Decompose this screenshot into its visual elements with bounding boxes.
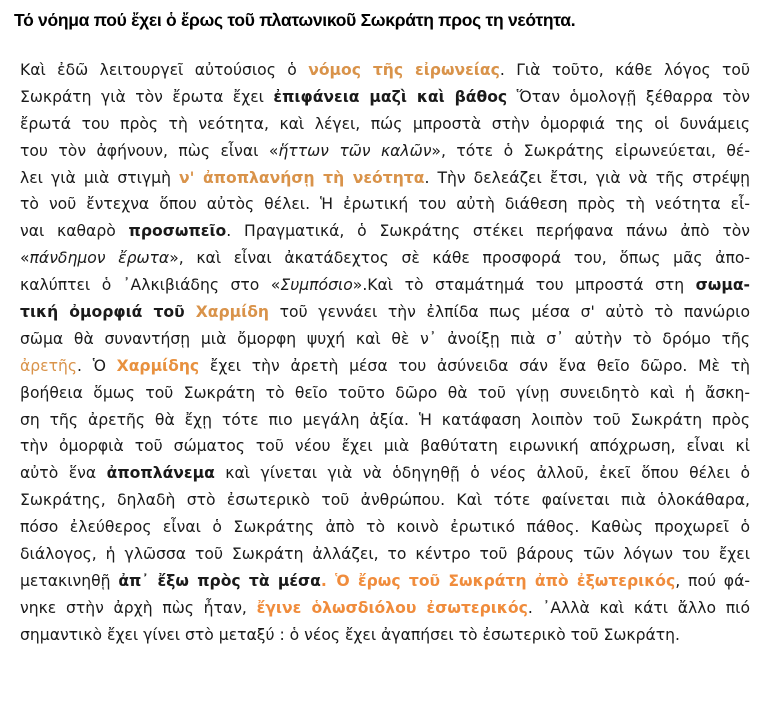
text-run: . Γιὰ τοῦτο, κάθε λόγος τοῦ <box>499 61 750 79</box>
text-line <box>20 138 750 165</box>
text-line <box>20 460 750 487</box>
text-line <box>20 57 750 84</box>
text-line <box>20 407 750 434</box>
text-run: ση τῆς ἀρετῆς θὰ ἔχῃ τότε πιο μεγάλη ἀξία. Ἡ κατάφαση λοιπὸν τοῦ Σωκράτη πρὸς <box>20 410 750 429</box>
text-run: τοῦ γεννάει τὴν ἐλπίδα πως μέσα σ' αὐτὸ τὸ πανώριο <box>269 303 750 322</box>
text-run: αὐτὸ ἕνα <box>20 464 107 483</box>
text-run: Καὶ ἐδῶ λειτουργεῖ αὐτούσιος ὁ <box>20 61 309 79</box>
text-run: , πού φά- <box>675 571 750 590</box>
orange-highlight: Χαρμίδη <box>195 303 270 322</box>
text-line <box>20 165 750 192</box>
bold-emphasis: προσωπεῖο <box>128 222 227 241</box>
text-line <box>20 541 750 568</box>
text-run: μετακινηθῇ <box>20 571 119 590</box>
text-run: Ὅταν ὁμολογῇ ξέθαρρα τὸν <box>507 87 750 106</box>
document-title: Τό νόημα πού ἔχει ὁ ἔρως τοῦ πλατωνικοῦ Σωκράτη προς τη νεότητα. <box>14 10 576 30</box>
text-run: βοήθεια ὅμως τοῦ Σωκράτη τὸ θεῖο τοῦτο δῶρο θὰ τοῦ γίνῃ συνειδητὸ καὶ ἡ ἄσκη- <box>20 383 750 402</box>
italic-quote: πάνδημον ἔρωτα <box>29 249 170 268</box>
italic-quote: Συμπόσιο <box>280 276 353 295</box>
orange-highlight: νόμος τῆς εἰρωνείας <box>308 61 500 79</box>
bold-emphasis: τική ὀμορφιά τοῦ <box>20 303 196 322</box>
text-line <box>20 595 750 622</box>
text-line <box>20 326 750 353</box>
text-run: », τότε ὁ Σωκράτης εἰρωνεύεται, θέ- <box>431 141 750 160</box>
orange-highlight: . Ὁ ἔρως τοῦ Σωκράτη ἀπὸ ἐξωτερικός <box>320 571 676 590</box>
orange-highlight: ἔγινε ὁλωσδιόλου ἐσωτερικός <box>256 598 528 617</box>
orange-highlight: Χαρμίδης <box>116 356 200 375</box>
text-run: . Πραγματικά, ὁ Σωκράτης στέκει περήφανα πάνω ἀπὸ τὸν <box>226 222 750 241</box>
text-run: λει γιὰ μιὰ στιγμὴ <box>20 168 180 187</box>
text-line <box>20 380 750 407</box>
orange-highlight: ἀρετῆς <box>20 356 78 375</box>
text-run: ναι καθαρὸ <box>20 222 129 241</box>
text-run: του τὸν ἀφήνουν, πὼς εἶναι « <box>20 141 279 160</box>
text-run: τὸ νοῦ ἔντεχνα ὅπου αὐτὸς θέλει. Ἡ ἐρωτική του αὐτὴ διάθεση πρὸς τὴ νεότητα εἶ- <box>20 195 750 214</box>
text-run: διάλογος, ἡ γλῶσσα τοῦ Σωκράτη ἀλλάζει, το κέντρο τοῦ βάρους τῶν λόγων του ἔχει <box>20 545 750 564</box>
bold-emphasis: ἐπιφάνεια μαζὶ καὶ βάθος <box>273 87 508 106</box>
text-line <box>20 514 750 541</box>
text-line <box>20 487 750 514</box>
text-run: Σωκράτης, δηλαδὴ στὸ ἐσωτερικὸ τοῦ ἀνθρώπου. Καὶ τότε φαίνεται πιὰ ὁλοκάθαρα, <box>20 491 750 510</box>
text-line <box>20 622 750 649</box>
text-run: . Ὁ <box>77 356 117 375</box>
text-run: ».Καὶ τὸ σταμάτημά του μπροστά στη <box>352 276 696 295</box>
text-line <box>20 84 750 111</box>
text-run: « <box>20 249 30 268</box>
text-run: τὴν ὀμορφιὰ τοῦ σώματος τοῦ νέου ἔχει μιὰ βαθύτατη ειρωνική απόχρωση, εἶναι κἰ <box>20 437 750 456</box>
text-run: σῶμα θὰ συναντήσῃ μιὰ ὄμορφη ψυχή καὶ θὲ ν᾽ ἀνοίξῃ πιὰ σ᾽ αὐτὴν τὸ δρόμο τῆς <box>20 329 750 348</box>
orange-highlight: ν' ἀποπλανήσῃ τὴ νεότητα <box>179 168 425 187</box>
text-line <box>20 272 750 299</box>
text-run: σημαντικὸ ἔχει γίνει στὸ μεταξύ : ὁ νέος ἔχει ἀγαπήσει τὸ ἐσωτερικὸ τοῦ Σωκράτη. <box>20 625 681 644</box>
text-line <box>20 299 750 326</box>
bold-emphasis: σωμα- <box>695 276 751 295</box>
text-line <box>20 191 750 218</box>
text-line <box>20 111 750 138</box>
bold-emphasis: ἀπ᾽ ἔξω πρὸς τὰ μέσα <box>118 571 321 590</box>
text-line <box>20 433 750 460</box>
document-body <box>20 57 750 649</box>
text-run: πόσο ἐλεύθερος εἶναι ὁ Σωκράτης ἀπὸ τὸ κοινὸ ἐρωτικό πάθος. Καθὼς προχωρεῖ ὁ <box>20 518 750 537</box>
text-run: νηκε στὴν ἀρχὴ πὼς ἦταν, <box>20 598 257 617</box>
text-line <box>20 353 750 380</box>
text-run: Σωκράτη γιὰ τὸν ἔρωτα ἔχει <box>20 87 274 106</box>
text-run: ἔρωτά του πρὸς τὴ νεότητα, καὶ λέγει, πώς μπροστὰ στὴν ὀμορφιά της οἱ δυνάμεις <box>20 114 750 133</box>
bold-emphasis: ἀποπλάνεμα <box>106 464 215 483</box>
text-run: καλύπτει ὁ ᾿Αλκιβιάδης στο « <box>20 276 281 295</box>
text-run: », καὶ εἶναι ἀκατάδεχτος σὲ κάθε προσφορά του, ὅπως μᾶς ἀπο- <box>169 249 750 268</box>
italic-quote: ἥττων τῶν καλῶν <box>278 141 432 160</box>
text-line <box>20 245 750 272</box>
text-run: καὶ γίνεται γιὰ νὰ ὁδηγηθῇ ὁ νέος ἀλλοῦ, ἐκεῖ ὅπου θέλει ὁ <box>214 464 750 483</box>
text-line <box>20 568 750 595</box>
text-run: . ᾿Αλλὰ καὶ κάτι ἄλλο πιό <box>527 598 750 617</box>
text-run: ἔχει τὴν ἀρετὴ μέσα του ἀσύνειδα σάν ἕνα θεῖο δῶρο. Μὲ τὴ <box>199 356 750 375</box>
text-run: . Τὴν δελεάζει ἔτσι, γιὰ νὰ τῆς στρέψῃ <box>424 168 750 187</box>
text-line <box>20 218 750 245</box>
